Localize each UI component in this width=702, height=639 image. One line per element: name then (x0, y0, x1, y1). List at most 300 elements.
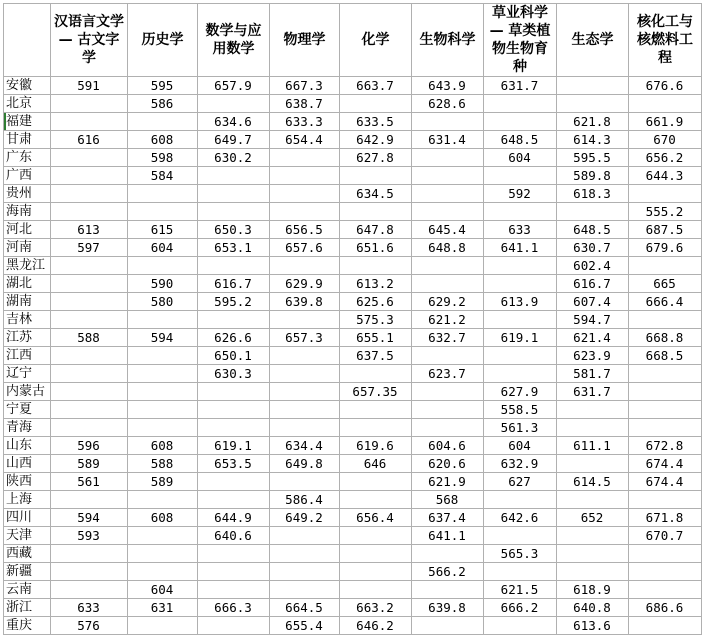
score-cell[interactable] (629, 365, 702, 383)
score-cell[interactable] (412, 545, 484, 563)
score-cell[interactable] (51, 95, 128, 113)
score-cell[interactable]: 629.2 (412, 293, 484, 311)
province-cell[interactable]: 广西 (4, 167, 51, 185)
score-cell[interactable]: 615 (128, 221, 198, 239)
province-cell[interactable]: 贵州 (4, 185, 51, 203)
score-cell[interactable] (128, 311, 198, 329)
score-cell[interactable] (270, 401, 340, 419)
score-cell[interactable]: 586.4 (270, 491, 340, 509)
score-cell[interactable]: 657.35 (340, 383, 412, 401)
score-cell[interactable]: 621.8 (557, 113, 629, 131)
score-cell[interactable]: 576 (51, 617, 128, 635)
score-cell[interactable]: 608 (128, 437, 198, 455)
score-cell[interactable] (484, 113, 557, 131)
score-cell[interactable]: 613.9 (484, 293, 557, 311)
score-cell[interactable] (51, 311, 128, 329)
score-cell[interactable] (484, 95, 557, 113)
province-cell[interactable]: 内蒙古 (4, 383, 51, 401)
score-cell[interactable] (128, 203, 198, 221)
score-cell[interactable] (270, 581, 340, 599)
score-cell[interactable] (340, 563, 412, 581)
score-cell[interactable]: 634.4 (270, 437, 340, 455)
score-cell[interactable]: 664.5 (270, 599, 340, 617)
score-cell[interactable] (128, 383, 198, 401)
score-cell[interactable] (51, 113, 128, 131)
score-cell[interactable]: 651.6 (340, 239, 412, 257)
score-cell[interactable] (340, 365, 412, 383)
score-cell[interactable]: 627 (484, 473, 557, 491)
score-cell[interactable] (270, 185, 340, 203)
score-cell[interactable]: 620.6 (412, 455, 484, 473)
score-cell[interactable]: 623.9 (557, 347, 629, 365)
score-cell[interactable]: 657.6 (270, 239, 340, 257)
score-cell[interactable] (198, 95, 270, 113)
score-cell[interactable]: 679.6 (629, 239, 702, 257)
score-cell[interactable]: 616.7 (198, 275, 270, 293)
score-cell[interactable] (128, 401, 198, 419)
score-cell[interactable]: 621.5 (484, 581, 557, 599)
score-cell[interactable]: 602.4 (557, 257, 629, 275)
score-cell[interactable]: 593 (51, 527, 128, 545)
score-cell[interactable]: 633.3 (270, 113, 340, 131)
score-cell[interactable] (629, 401, 702, 419)
score-cell[interactable]: 558.5 (484, 401, 557, 419)
score-cell[interactable] (270, 383, 340, 401)
score-cell[interactable]: 645.4 (412, 221, 484, 239)
score-cell[interactable]: 561 (51, 473, 128, 491)
province-cell[interactable]: 福建 (4, 113, 51, 131)
score-cell[interactable] (198, 473, 270, 491)
score-cell[interactable]: 555.2 (629, 203, 702, 221)
score-cell[interactable]: 643.9 (412, 77, 484, 95)
score-cell[interactable] (51, 275, 128, 293)
score-cell[interactable] (629, 419, 702, 437)
score-cell[interactable] (557, 203, 629, 221)
score-cell[interactable]: 621.2 (412, 311, 484, 329)
score-cell[interactable] (51, 203, 128, 221)
score-cell[interactable] (484, 275, 557, 293)
score-cell[interactable] (484, 167, 557, 185)
score-cell[interactable] (340, 167, 412, 185)
column-header-nuclear-engineering[interactable]: 核化工与核燃料工程 (629, 4, 702, 77)
score-cell[interactable] (412, 113, 484, 131)
score-cell[interactable]: 608 (128, 131, 198, 149)
score-cell[interactable] (270, 257, 340, 275)
score-cell[interactable]: 649.8 (270, 455, 340, 473)
score-cell[interactable]: 604 (128, 581, 198, 599)
score-cell[interactable] (629, 617, 702, 635)
score-cell[interactable]: 613.2 (340, 275, 412, 293)
score-cell[interactable] (412, 347, 484, 365)
score-cell[interactable] (557, 401, 629, 419)
score-cell[interactable]: 661.9 (629, 113, 702, 131)
score-cell[interactable]: 614.3 (557, 131, 629, 149)
score-cell[interactable]: 637.5 (340, 347, 412, 365)
score-cell[interactable]: 652 (557, 509, 629, 527)
score-cell[interactable]: 646 (340, 455, 412, 473)
province-cell[interactable]: 湖北 (4, 275, 51, 293)
score-cell[interactable]: 595.2 (198, 293, 270, 311)
score-cell[interactable]: 657.9 (198, 77, 270, 95)
score-cell[interactable] (484, 617, 557, 635)
score-cell[interactable]: 641.1 (412, 527, 484, 545)
score-cell[interactable] (51, 347, 128, 365)
score-cell[interactable]: 640.8 (557, 599, 629, 617)
score-cell[interactable]: 589 (51, 455, 128, 473)
province-cell[interactable]: 北京 (4, 95, 51, 113)
score-cell[interactable]: 604 (484, 149, 557, 167)
score-cell[interactable]: 561.3 (484, 419, 557, 437)
score-cell[interactable]: 656.2 (629, 149, 702, 167)
score-cell[interactable]: 566.2 (412, 563, 484, 581)
score-cell[interactable]: 641.1 (484, 239, 557, 257)
column-header-chemistry[interactable]: 化学 (340, 4, 412, 77)
score-cell[interactable] (629, 491, 702, 509)
score-cell[interactable] (51, 545, 128, 563)
score-cell[interactable]: 686.6 (629, 599, 702, 617)
score-cell[interactable] (629, 563, 702, 581)
score-cell[interactable]: 595.5 (557, 149, 629, 167)
score-cell[interactable]: 649.7 (198, 131, 270, 149)
score-cell[interactable] (340, 419, 412, 437)
score-cell[interactable] (198, 383, 270, 401)
score-cell[interactable]: 594.7 (557, 311, 629, 329)
province-cell[interactable]: 宁夏 (4, 401, 51, 419)
score-cell[interactable]: 667.3 (270, 77, 340, 95)
province-cell[interactable]: 重庆 (4, 617, 51, 635)
score-cell[interactable]: 630.7 (557, 239, 629, 257)
score-cell[interactable]: 654.4 (270, 131, 340, 149)
score-cell[interactable]: 597 (51, 239, 128, 257)
score-cell[interactable] (198, 491, 270, 509)
column-header-biology[interactable]: 生物科学 (412, 4, 484, 77)
province-cell[interactable]: 湖南 (4, 293, 51, 311)
score-cell[interactable] (198, 311, 270, 329)
score-cell[interactable] (412, 257, 484, 275)
score-cell[interactable] (412, 167, 484, 185)
score-cell[interactable] (198, 545, 270, 563)
score-cell[interactable]: 619.1 (484, 329, 557, 347)
score-cell[interactable]: 687.5 (629, 221, 702, 239)
score-cell[interactable] (270, 149, 340, 167)
score-cell[interactable] (128, 185, 198, 203)
score-cell[interactable] (557, 419, 629, 437)
province-cell[interactable]: 云南 (4, 581, 51, 599)
score-cell[interactable]: 629.9 (270, 275, 340, 293)
score-cell[interactable] (629, 581, 702, 599)
score-cell[interactable]: 644.3 (629, 167, 702, 185)
score-cell[interactable]: 627.8 (340, 149, 412, 167)
score-cell[interactable] (270, 167, 340, 185)
score-cell[interactable]: 575.3 (340, 311, 412, 329)
score-cell[interactable] (412, 581, 484, 599)
score-cell[interactable]: 616 (51, 131, 128, 149)
score-cell[interactable]: 595 (128, 77, 198, 95)
score-cell[interactable]: 663.7 (340, 77, 412, 95)
score-cell[interactable] (51, 257, 128, 275)
score-cell[interactable]: 639.8 (412, 599, 484, 617)
score-cell[interactable]: 618.9 (557, 581, 629, 599)
score-cell[interactable]: 608 (128, 509, 198, 527)
score-cell[interactable]: 650.1 (198, 347, 270, 365)
score-cell[interactable]: 676.6 (629, 77, 702, 95)
score-cell[interactable]: 663.2 (340, 599, 412, 617)
score-cell[interactable] (412, 401, 484, 419)
column-header-ancient-chinese[interactable]: 汉语言文学 — 古文字学 (51, 4, 128, 77)
score-cell[interactable]: 671.8 (629, 509, 702, 527)
score-cell[interactable]: 674.4 (629, 455, 702, 473)
province-cell[interactable]: 山东 (4, 437, 51, 455)
score-cell[interactable]: 584 (128, 167, 198, 185)
score-cell[interactable] (128, 113, 198, 131)
score-cell[interactable]: 674.4 (629, 473, 702, 491)
score-cell[interactable]: 631.7 (557, 383, 629, 401)
score-cell[interactable] (557, 527, 629, 545)
column-header-grass-science[interactable]: 草业科学 — 草类植物生物育种 (484, 4, 557, 77)
score-cell[interactable] (340, 95, 412, 113)
province-cell[interactable]: 陕西 (4, 473, 51, 491)
score-cell[interactable]: 655.1 (340, 329, 412, 347)
score-cell[interactable]: 588 (51, 329, 128, 347)
score-cell[interactable] (629, 311, 702, 329)
score-cell[interactable]: 580 (128, 293, 198, 311)
score-cell[interactable] (51, 581, 128, 599)
score-cell[interactable] (340, 257, 412, 275)
score-cell[interactable] (270, 527, 340, 545)
score-cell[interactable]: 631 (128, 599, 198, 617)
province-cell[interactable]: 四川 (4, 509, 51, 527)
score-cell[interactable]: 648.5 (484, 131, 557, 149)
score-cell[interactable] (629, 95, 702, 113)
score-cell[interactable]: 648.8 (412, 239, 484, 257)
score-cell[interactable] (557, 545, 629, 563)
score-cell[interactable] (198, 185, 270, 203)
province-cell[interactable]: 新疆 (4, 563, 51, 581)
score-cell[interactable] (340, 527, 412, 545)
score-cell[interactable]: 666.3 (198, 599, 270, 617)
score-cell[interactable] (557, 77, 629, 95)
province-cell[interactable]: 山西 (4, 455, 51, 473)
score-cell[interactable] (557, 491, 629, 509)
score-cell[interactable] (270, 365, 340, 383)
score-cell[interactable]: 604 (128, 239, 198, 257)
score-cell[interactable]: 581.7 (557, 365, 629, 383)
score-cell[interactable] (128, 527, 198, 545)
score-cell[interactable]: 647.8 (340, 221, 412, 239)
score-cell[interactable] (198, 419, 270, 437)
score-cell[interactable]: 630.3 (198, 365, 270, 383)
score-cell[interactable]: 596 (51, 437, 128, 455)
score-cell[interactable]: 631.7 (484, 77, 557, 95)
score-cell[interactable]: 590 (128, 275, 198, 293)
score-cell[interactable]: 668.8 (629, 329, 702, 347)
score-cell[interactable] (340, 581, 412, 599)
score-cell[interactable] (629, 383, 702, 401)
score-cell[interactable]: 592 (484, 185, 557, 203)
score-cell[interactable] (128, 347, 198, 365)
column-header-math[interactable]: 数学与应用数学 (198, 4, 270, 77)
score-cell[interactable] (51, 167, 128, 185)
score-cell[interactable]: 655.4 (270, 617, 340, 635)
score-cell[interactable]: 668.5 (629, 347, 702, 365)
score-cell[interactable]: 628.6 (412, 95, 484, 113)
score-cell[interactable]: 650.3 (198, 221, 270, 239)
score-cell[interactable] (340, 491, 412, 509)
province-cell[interactable]: 西藏 (4, 545, 51, 563)
score-cell[interactable] (270, 563, 340, 581)
score-cell[interactable]: 623.7 (412, 365, 484, 383)
score-cell[interactable]: 638.7 (270, 95, 340, 113)
score-cell[interactable] (484, 311, 557, 329)
score-cell[interactable]: 642.9 (340, 131, 412, 149)
score-cell[interactable] (270, 347, 340, 365)
province-cell[interactable]: 辽宁 (4, 365, 51, 383)
score-cell[interactable] (51, 491, 128, 509)
score-cell[interactable]: 613.6 (557, 617, 629, 635)
score-cell[interactable] (629, 257, 702, 275)
score-cell[interactable] (198, 581, 270, 599)
column-header-ecology[interactable]: 生态学 (557, 4, 629, 77)
score-cell[interactable]: 588 (128, 455, 198, 473)
score-cell[interactable]: 653.1 (198, 239, 270, 257)
score-cell[interactable] (128, 257, 198, 275)
score-cell[interactable]: 639.8 (270, 293, 340, 311)
score-cell[interactable]: 656.4 (340, 509, 412, 527)
score-cell[interactable] (412, 185, 484, 203)
score-cell[interactable]: 619.1 (198, 437, 270, 455)
score-cell[interactable] (128, 419, 198, 437)
score-cell[interactable]: 631.4 (412, 131, 484, 149)
score-cell[interactable] (270, 419, 340, 437)
score-cell[interactable] (198, 563, 270, 581)
score-cell[interactable]: 633.5 (340, 113, 412, 131)
score-cell[interactable]: 630.2 (198, 149, 270, 167)
score-cell[interactable] (557, 95, 629, 113)
score-cell[interactable] (629, 185, 702, 203)
score-cell[interactable]: 642.6 (484, 509, 557, 527)
province-cell[interactable]: 河南 (4, 239, 51, 257)
province-cell[interactable]: 甘肃 (4, 131, 51, 149)
province-cell[interactable]: 上海 (4, 491, 51, 509)
score-cell[interactable] (629, 545, 702, 563)
score-cell[interactable]: 598 (128, 149, 198, 167)
score-cell[interactable] (484, 365, 557, 383)
score-cell[interactable]: 621.4 (557, 329, 629, 347)
score-cell[interactable]: 614.5 (557, 473, 629, 491)
score-cell[interactable]: 633 (51, 599, 128, 617)
province-cell[interactable]: 安徽 (4, 77, 51, 95)
score-cell[interactable]: 604 (484, 437, 557, 455)
score-cell[interactable] (484, 257, 557, 275)
score-cell[interactable] (198, 617, 270, 635)
score-cell[interactable]: 632.7 (412, 329, 484, 347)
score-cell[interactable] (51, 149, 128, 167)
score-cell[interactable]: 670.7 (629, 527, 702, 545)
score-cell[interactable]: 627.9 (484, 383, 557, 401)
score-cell[interactable] (198, 203, 270, 221)
score-cell[interactable] (484, 203, 557, 221)
province-cell[interactable]: 青海 (4, 419, 51, 437)
score-cell[interactable] (412, 149, 484, 167)
province-cell[interactable]: 吉林 (4, 311, 51, 329)
score-cell[interactable] (128, 617, 198, 635)
province-cell[interactable]: 天津 (4, 527, 51, 545)
score-cell[interactable] (198, 167, 270, 185)
score-cell[interactable]: 604.6 (412, 437, 484, 455)
score-cell[interactable] (128, 365, 198, 383)
score-cell[interactable]: 589 (128, 473, 198, 491)
score-cell[interactable] (51, 563, 128, 581)
score-cell[interactable]: 640.6 (198, 527, 270, 545)
column-header-physics[interactable]: 物理学 (270, 4, 340, 77)
score-cell[interactable]: 670 (629, 131, 702, 149)
score-cell[interactable]: 613 (51, 221, 128, 239)
score-cell[interactable]: 644.9 (198, 509, 270, 527)
score-cell[interactable] (270, 311, 340, 329)
province-cell[interactable]: 江西 (4, 347, 51, 365)
score-cell[interactable] (484, 563, 557, 581)
score-cell[interactable] (51, 185, 128, 203)
score-cell[interactable]: 633 (484, 221, 557, 239)
score-cell[interactable]: 586 (128, 95, 198, 113)
score-cell[interactable]: 648.5 (557, 221, 629, 239)
score-cell[interactable] (128, 563, 198, 581)
score-cell[interactable]: 637.4 (412, 509, 484, 527)
score-cell[interactable]: 591 (51, 77, 128, 95)
score-cell[interactable] (128, 491, 198, 509)
score-cell[interactable]: 632.9 (484, 455, 557, 473)
score-cell[interactable] (412, 419, 484, 437)
score-cell[interactable]: 634.5 (340, 185, 412, 203)
score-cell[interactable] (51, 419, 128, 437)
province-cell[interactable]: 黑龙江 (4, 257, 51, 275)
score-cell[interactable]: 653.5 (198, 455, 270, 473)
score-cell[interactable] (557, 563, 629, 581)
score-cell[interactable]: 594 (128, 329, 198, 347)
score-cell[interactable] (340, 401, 412, 419)
score-cell[interactable] (412, 383, 484, 401)
score-cell[interactable] (198, 257, 270, 275)
score-cell[interactable]: 656.5 (270, 221, 340, 239)
score-cell[interactable]: 565.3 (484, 545, 557, 563)
score-cell[interactable]: 646.2 (340, 617, 412, 635)
province-cell[interactable]: 江苏 (4, 329, 51, 347)
score-cell[interactable]: 607.4 (557, 293, 629, 311)
score-cell[interactable]: 666.2 (484, 599, 557, 617)
score-cell[interactable] (340, 203, 412, 221)
score-cell[interactable] (51, 365, 128, 383)
score-cell[interactable] (128, 545, 198, 563)
score-cell[interactable] (484, 527, 557, 545)
header-corner-cell[interactable] (4, 4, 51, 77)
score-cell[interactable] (340, 545, 412, 563)
score-cell[interactable] (412, 275, 484, 293)
score-cell[interactable]: 626.6 (198, 329, 270, 347)
score-cell[interactable]: 589.8 (557, 167, 629, 185)
score-cell[interactable]: 594 (51, 509, 128, 527)
score-cell[interactable]: 649.2 (270, 509, 340, 527)
score-cell[interactable]: 619.6 (340, 437, 412, 455)
score-cell[interactable] (484, 491, 557, 509)
score-cell[interactable]: 611.1 (557, 437, 629, 455)
score-cell[interactable] (412, 203, 484, 221)
score-cell[interactable] (198, 401, 270, 419)
score-cell[interactable]: 672.8 (629, 437, 702, 455)
score-cell[interactable] (484, 347, 557, 365)
province-cell[interactable]: 浙江 (4, 599, 51, 617)
score-cell[interactable] (51, 383, 128, 401)
province-cell[interactable]: 河北 (4, 221, 51, 239)
